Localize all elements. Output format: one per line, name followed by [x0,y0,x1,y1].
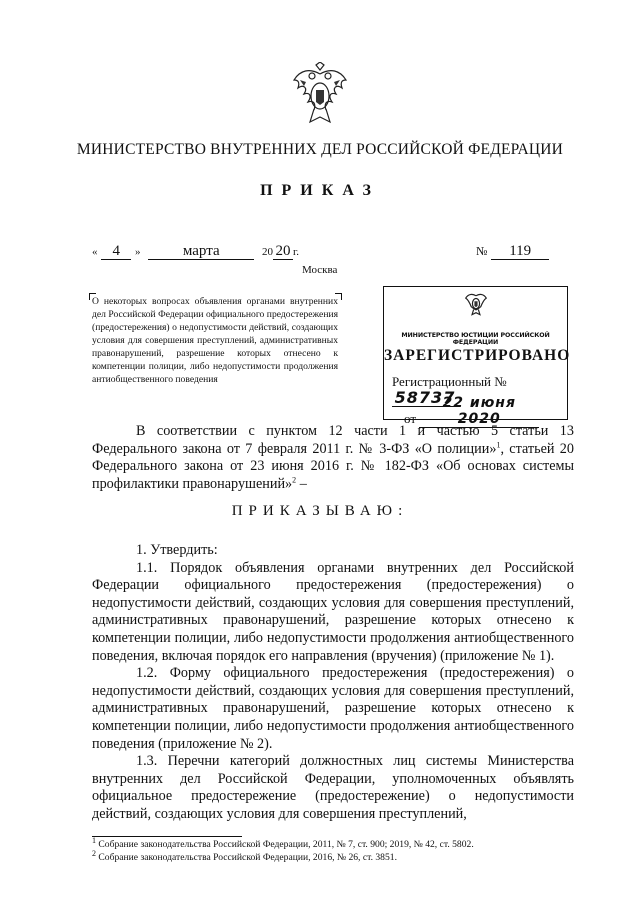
date-month: марта [148,243,254,260]
stamp-reg-number: 58737 [392,390,458,407]
footnote-marker: 1 [92,835,96,845]
order-item: 1.1. Порядок объявления органами внутренних дел Российской Федерации официального предостережения (предостережения) о недопустимости действий, создающих условия для совершения преступлений, административных правонарушений, разрешение которых отнесено к компетенции полиции, либо недопустимости продолжения антиобщественного поведения, включая порядок его направления (вручения) (приложение № 1). [92,559,574,664]
russian-double-headed-eagle-icon [290,62,350,128]
preamble-text-2: , статьей 20 Федерального закона от 23 июня 2016 г. № 182-ФЗ «Об основах системы профилактики правонарушений» [92,440,574,492]
footnote-marker: 2 [92,848,96,858]
footnote-ref-1: 1 [496,439,501,449]
footnote-divider [92,836,242,837]
russian-double-headed-eagle-icon [464,291,488,317]
city: Москва [302,264,338,276]
date-quote-close: » [135,246,141,258]
footnote [92,848,474,865]
number-sign: № [476,244,488,258]
footnotes [92,835,474,864]
registration-stamp [383,286,571,427]
document-type: ПРИКАЗ [260,182,380,199]
stamp-reg-label: Регистрационный № [392,374,507,389]
order-item: 1. Утвердить: [136,542,218,558]
order-item: 1.2. Форму официального предостережения (предостережения) о недопустимости действий, создающих условия для совершения преступлений, административных правонарушений, разрешение которых отнесено к компетенции полиции, либо недопустимости продолжения антиобщественного поведения (приложение № 2). [92,665,574,752]
date-year-mark: г. [293,246,300,258]
date-day: 4 [101,243,131,260]
stamp-date-value: 22 июня 2020 [419,395,539,428]
stamp-ministry: МИНИСТЕРСТВО ЮСТИЦИИ РОССИЙСКОЙ ФЕДЕРАЦИИ [401,332,550,346]
footnote-text: Собрание законодательства Российской Федерации, 2011, № 7, ст. 900; 2019, № 42, ст. 5802. [96,839,474,850]
ministry-name: МИНИСТЕРСТВО ВНУТРЕННИХ ДЕЛ РОССИЙСКОЙ ФЕДЕРАЦИИ [76,141,564,158]
date-year-suffix: 20 [273,243,293,260]
number-value: 119 [491,243,549,260]
stamp-registered: ЗАРЕГИСТРИРОВАНО [384,347,571,364]
date-year-prefix: 20 [262,246,273,258]
command-heading: ПРИКАЗЫВАЮ: [231,503,409,519]
order-items [92,542,574,824]
preamble-text-1: В соответствии с пунктом 12 части 1 и частью 5 статьи 13 Федерального закона от 7 февраля 2011 г. № 3-ФЗ «О полиции» [92,423,574,457]
preamble-text-3: – [296,475,307,492]
footnote [92,835,474,852]
date-quote-open: « [92,246,98,258]
preamble [92,423,574,493]
order-date [92,243,299,260]
footnote-text: Собрание законодательства Российской Федерации, 2016, № 26, ст. 3851. [96,851,397,863]
order-number [476,243,549,260]
stamp-date-prefix: от [404,411,417,426]
footnote-ref-2: 2 [292,475,297,485]
order-item: 1.3. Перечни категорий должностных лиц системы Министерства внутренних дел Российской Федерации, уполномоченных объявлять официальное предостережение (предостережение) о недопустимости действий, создающих условия для совершения преступлений, [92,753,574,822]
order-subject: О некоторых вопросах объявления органами внутренних дел Российской Федерации официального предостережения (предостережения) о недопустимости действий, создающих условия для совершения преступлений, административных правонарушений, разрешение которых отнесено к компетенции полиции, либо недопустимости продолжения антиобщественного поведения [92,296,338,385]
